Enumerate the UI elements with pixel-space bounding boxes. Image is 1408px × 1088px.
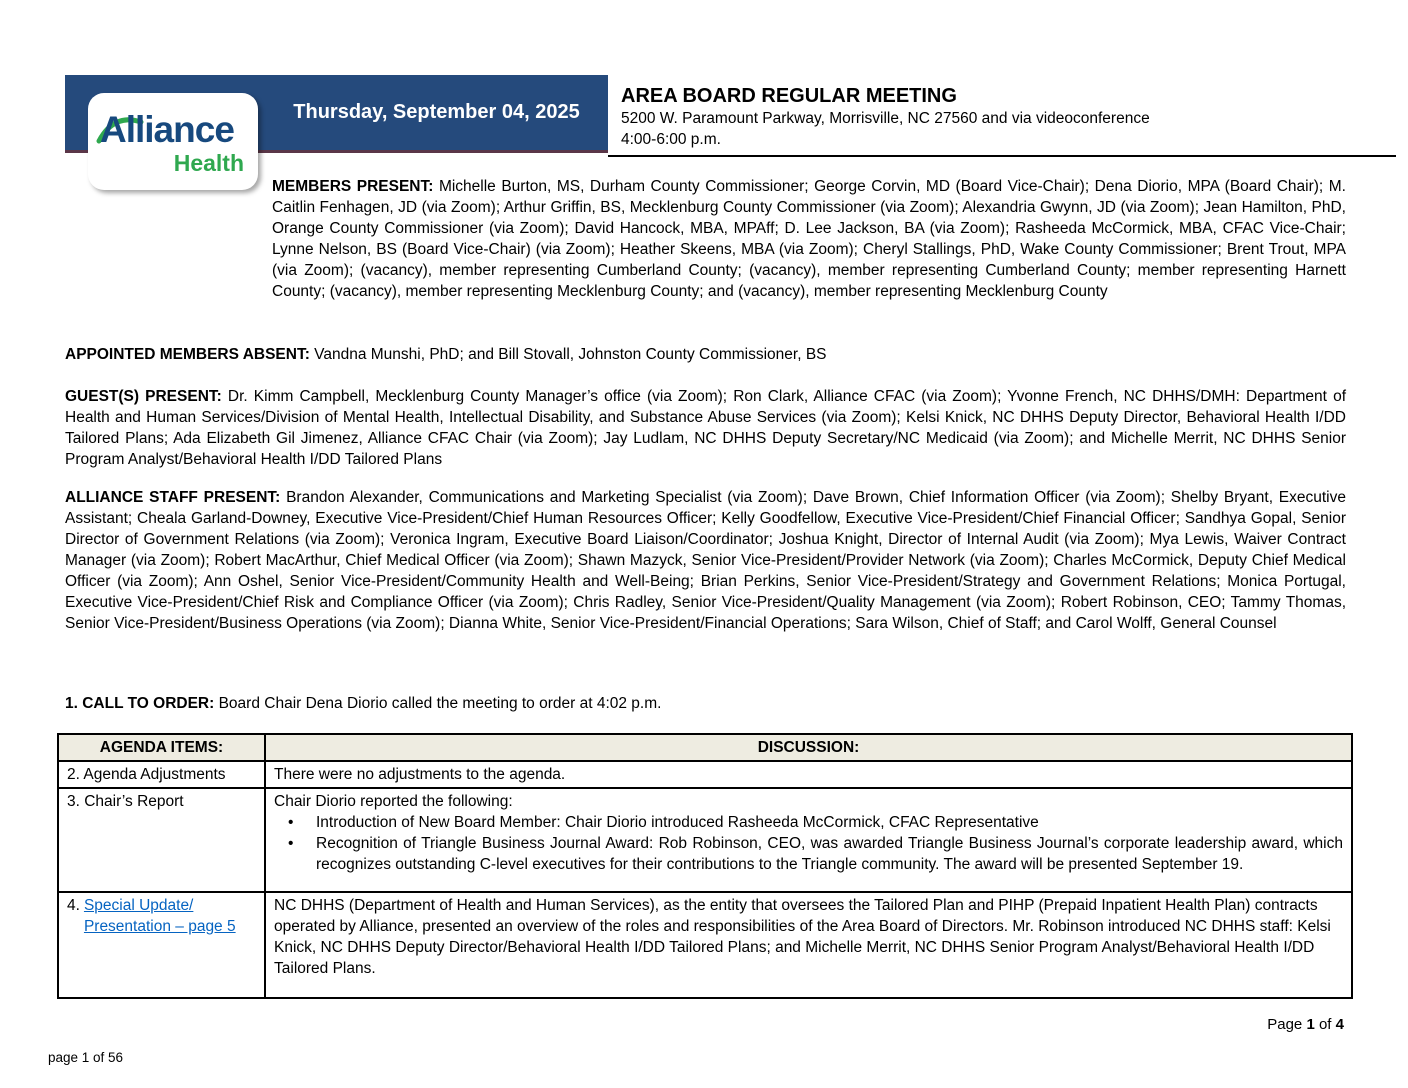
table-row-agenda-adjustments — [58, 761, 1352, 788]
table-row-special-update — [58, 892, 1352, 998]
meeting-time: 4:00-6:00 p.m. — [621, 131, 721, 148]
pdf-page-number: page 1 of 56 — [48, 1050, 124, 1065]
members-present-paragraph — [272, 176, 1346, 302]
discussion-text: There were no adjustments to the agenda. — [265, 761, 1352, 788]
logo-text-health: Health — [173, 150, 244, 176]
bullet-icon: • — [288, 814, 294, 831]
list-item — [288, 833, 1343, 875]
appointed-members-absent-text: Vandna Munshi, PhD; and Bill Stovall, Johnston County Commissioner, BS — [314, 346, 827, 363]
page-total: 4 — [1335, 1016, 1344, 1033]
discussion-text: NC DHHS (Department of Health and Human Services), as the entity that oversees the Tailored Plan and PIHP (Prepaid Inpatient Health Plan) contracts operated by Alliance, presented an overview of the roles and responsibilities of the Area Board of Directors. Mr. Robinson introduced NC DHHS staff: Kelsi Knick, NC DHHS Deputy Director/Behavioral Health I/DD Tailored Plans; and Michelle Merrit, NC DHHS Senior Program Analyst/Behavioral Health I/DD Tailored Plans. — [265, 892, 1352, 998]
meeting-address: 5200 W. Paramount Parkway, Morrisville, NC 27560 and via videoconference — [621, 110, 1150, 127]
alliance-health-logo — [88, 93, 258, 190]
guests-present-text: Dr. Kimm Campbell, Mecklenburg County Manager’s office (via Zoom); Ron Clark, Alliance CFAC (via Zoom); Yvonne French, NC DHHS/DMH: Department of Health and Human Services/Division of Mental Health, Intellectual Disability, and Substance Abuse Services (via Zoom); Kelsi Knick, NC DHHS Deputy Director, Behavioral Health I/DD Tailored Plans; Ada Elizabeth Gil Jimenez, Alliance CFAC Chair (via Zoom); Jay Ludlam, NC DHHS Deputy Secretary/NC Medicaid (via Zoom); and Michelle Merrit, NC DHHS Senior Program Analyst/Behavioral Health I/DD Tailored Plans — [65, 388, 1346, 468]
members-present-label: MEMBERS PRESENT: — [272, 178, 434, 195]
discussion-cell — [265, 788, 1352, 892]
guests-present-paragraph — [65, 386, 1346, 470]
agenda-item-label: 3. Chair’s Report — [58, 788, 265, 892]
table-header-row — [58, 734, 1352, 761]
meeting-title: AREA BOARD REGULAR MEETING — [621, 85, 957, 107]
logo-text-alliance: Alliance — [100, 109, 234, 150]
bullet-text: Introduction of New Board Member: Chair Diorio introduced Rasheeda McCormick, CFAC Representative — [316, 814, 1039, 831]
discussion-intro-text: Chair Diorio reported the following: — [274, 793, 513, 810]
agenda-items-header: AGENDA ITEMS: — [58, 734, 265, 761]
table-row-chairs-report — [58, 788, 1352, 892]
header-divider — [608, 155, 1396, 157]
staff-present-text: Brandon Alexander, Communications and Marketing Specialist (via Zoom); Dave Brown, Chief Information Officer (via Zoom); Shelby Bryant, Executive Assistant; Cheala Garland-Downey, Executive Vice-President/Chief Human Resources Officer; Kelly Goodfellow, Executive Vice-President/Chief Financial Officer; Sandhya Gopal, Senior Director of Government Relations (via Zoom); Veronica Ingram, Executive Board Liaison/Coordinator; Joshua Knight, Director of Internal Audit (via Zoom); Mya Lewis, Waiver Contract Manager (via Zoom); Robert MacArthur, Chief Medical Officer (via Zoom); Shawn Mazyck, Senior Vice-President/Provider Network (via Zoom); Charles McCormick, Deputy Chief Medical Officer (via Zoom); Ann Oshel, Senior Vice-President/Community Health and Well-Being; Brian Perkins, Senior Vice-President/Strategy and Government Relations; Monica Portugal, Executive Vice-President/Chief Risk and Compliance Officer (via Zoom); Chris Radley, Senior Vice-President/Quality Management (via Zoom); Robert Robinson, CEO; Tammy Thomas, Senior Vice-President/Business Operations (via Zoom); Dianna White, Senior Vice-President/Financial Operations; Sara Wilson, Chief of Staff; and Carol Wolff, General Counsel — [65, 489, 1346, 632]
members-present-text: Michelle Burton, MS, Durham County Commissioner; George Corvin, MD (Board Vice-Chair); Dena Diorio, MPA (Board Chair); M. Caitlin Fenhagen, JD (via Zoom); Arthur Griffin, BS, Mecklenburg County Commissioner (via Zoom); Alexandria Gwynn, JD (via Zoom); Jean Hamilton, PhD, Orange County Commissioner (via Zoom); David Hancock, MBA, MPAff; D. Lee Jackson, BA (via Zoom); Rasheeda McCormick, MBA, CFAC Vice-Chair; Lynne Nelson, BS (Board Vice-Chair) (via Zoom); Heather Skeens, MBA (via Zoom); Cheryl Stallings, PhD, Wake County Commissioner; Brent Trout, MPA (via Zoom); (vacancy), member representing Cumberland County; (vacancy), member representing Cumberland County; member representing Harnett County; (vacancy), member representing Mecklenburg County; and (vacancy), member representing Mecklenburg County — [272, 178, 1346, 300]
agenda-item-cell — [58, 892, 265, 998]
page-current: 1 — [1306, 1016, 1315, 1033]
document-page-number — [1267, 1016, 1344, 1033]
appointed-members-absent-paragraph — [65, 344, 1346, 365]
list-item — [288, 812, 1343, 833]
call-to-order-paragraph — [65, 693, 1346, 714]
page-word: Page — [1267, 1016, 1303, 1033]
appointed-members-absent-label: APPOINTED MEMBERS ABSENT: — [65, 346, 310, 363]
header-meeting-info — [621, 84, 1381, 150]
of-word: of — [1318, 1016, 1332, 1033]
discussion-header: DISCUSSION: — [265, 734, 1352, 761]
staff-present-label: ALLIANCE STAFF PRESENT: — [65, 489, 281, 506]
bullet-text: Recognition of Triangle Business Journal Award: Rob Robinson, CEO, was awarded Triangle Business Journal’s corporate leadership award, which recognizes outstanding C-level executives for their contributions to the Triangle community. The award will be presented September 19. — [316, 835, 1343, 873]
guests-present-label: GUEST(S) PRESENT: — [65, 388, 222, 405]
meeting-date: Thursday, September 04, 2025 — [293, 101, 580, 123]
call-to-order-text: Board Chair Dena Diorio called the meeting to order at 4:02 p.m. — [218, 695, 662, 712]
special-update-presentation-link[interactable]: Special Update/ Presentation – page 5 — [83, 897, 236, 935]
agenda-item-number: 4. — [67, 897, 80, 914]
staff-present-paragraph — [65, 487, 1346, 634]
agenda-discussion-table — [57, 733, 1353, 999]
bullet-icon: • — [288, 835, 294, 852]
call-to-order-label: 1. CALL TO ORDER: — [65, 695, 215, 712]
agenda-item-label: 2. Agenda Adjustments — [58, 761, 265, 788]
